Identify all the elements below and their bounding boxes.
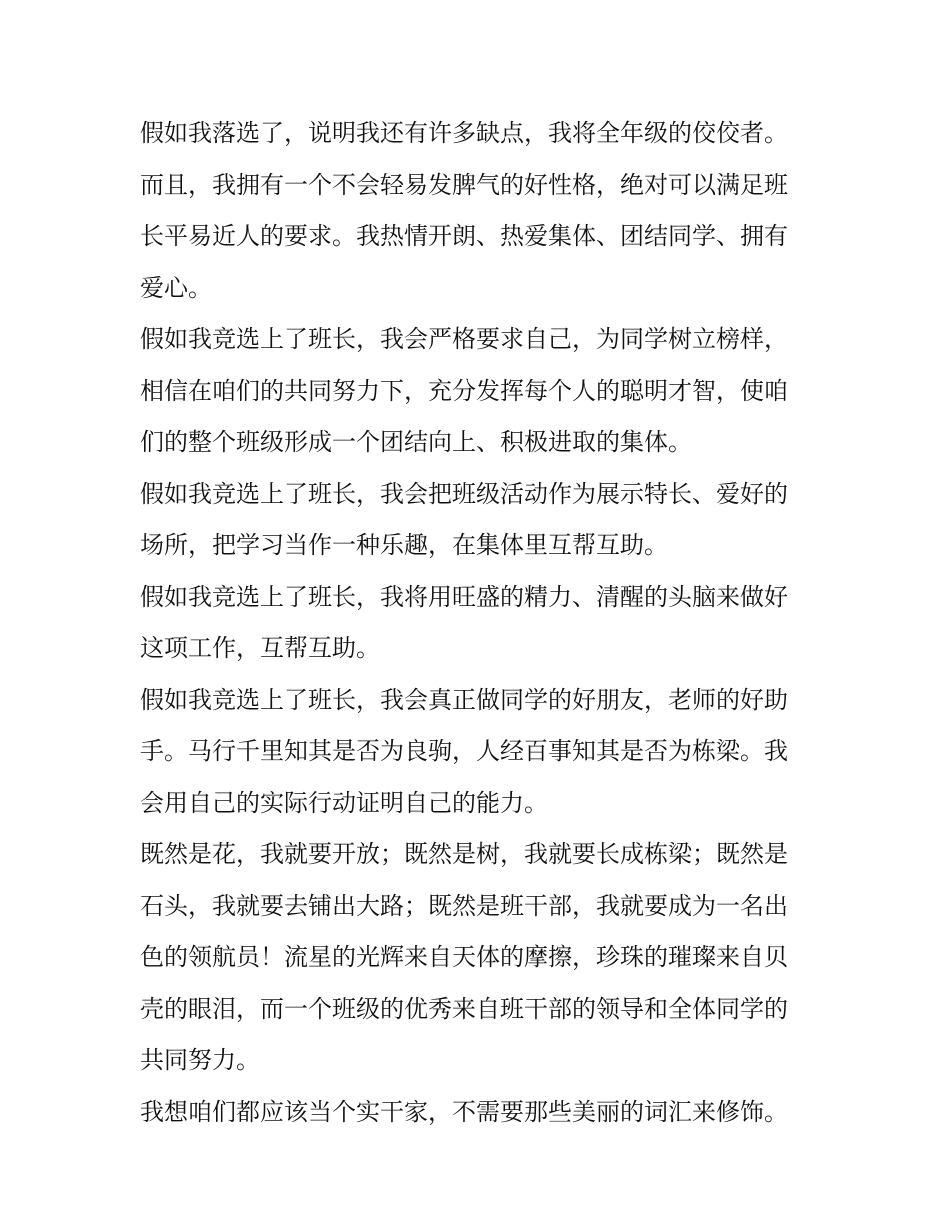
text-line-16: 石头，我就要去铺出大路；既然是班干部，我就要成为一名出 [140, 891, 788, 920]
text-line-1: 假如我落选了，说明我还有许多缺点，我将全年级的佼佼者。 [140, 119, 788, 147]
text-line-7: 们的整个班级形成一个团结向上、积极进取的集体。 [140, 428, 692, 456]
text-line-18: 壳的眼泪，而一个班级的优秀来自班干部的领导和全体同学的 [140, 994, 788, 1023]
text-line-2: 而且，我拥有一个不会轻易发脾气的好性格，绝对可以满足班 [140, 170, 788, 199]
text-line-11: 这项工作，互帮互助。 [140, 634, 380, 662]
text-line-8: 假如我竞选上了班长，我会把班级活动作为展示特长、爱好的 [140, 479, 788, 508]
text-line-19: 共同努力。 [140, 1046, 260, 1074]
text-line-17: 色的领航员！流星的光辉来自天体的摩擦，珍珠的璀璨来自贝 [140, 943, 788, 971]
text-line-3: 长平易近人的要求。我热情开朗、热爱集体、团结同学、拥有 [140, 222, 788, 250]
text-line-15: 既然是花，我就要开放；既然是树，我就要长成栋梁；既然是 [140, 840, 788, 868]
text-line-13: 手。马行千里知其是否为良驹，人经百事知其是否为栋梁。我 [140, 737, 788, 765]
text-line-20: 我想咱们都应该当个实干家，不需要那些美丽的词汇来修饰。 [140, 1097, 788, 1126]
text-line-9: 场所，把学习当作一种乐趣，在集体里互帮互助。 [140, 531, 668, 559]
text-line-12: 假如我竞选上了班长，我会真正做同学的好朋友，老师的好助 [140, 685, 788, 714]
document-body [140, 108, 814, 1138]
text-line-10: 假如我竞选上了班长，我将用旺盛的精力、清醒的头脑来做好 [140, 582, 788, 611]
text-line-5: 假如我竞选上了班长，我会严格要求自己，为同学树立榜样， [140, 325, 788, 353]
text-line-14: 会用自己的实际行动证明自己的能力。 [140, 788, 548, 817]
text-line-6: 相信在咱们的共同努力下，充分发挥每个人的聪明才智，使咱 [140, 376, 788, 405]
text-line-4: 爱心。 [140, 273, 212, 302]
